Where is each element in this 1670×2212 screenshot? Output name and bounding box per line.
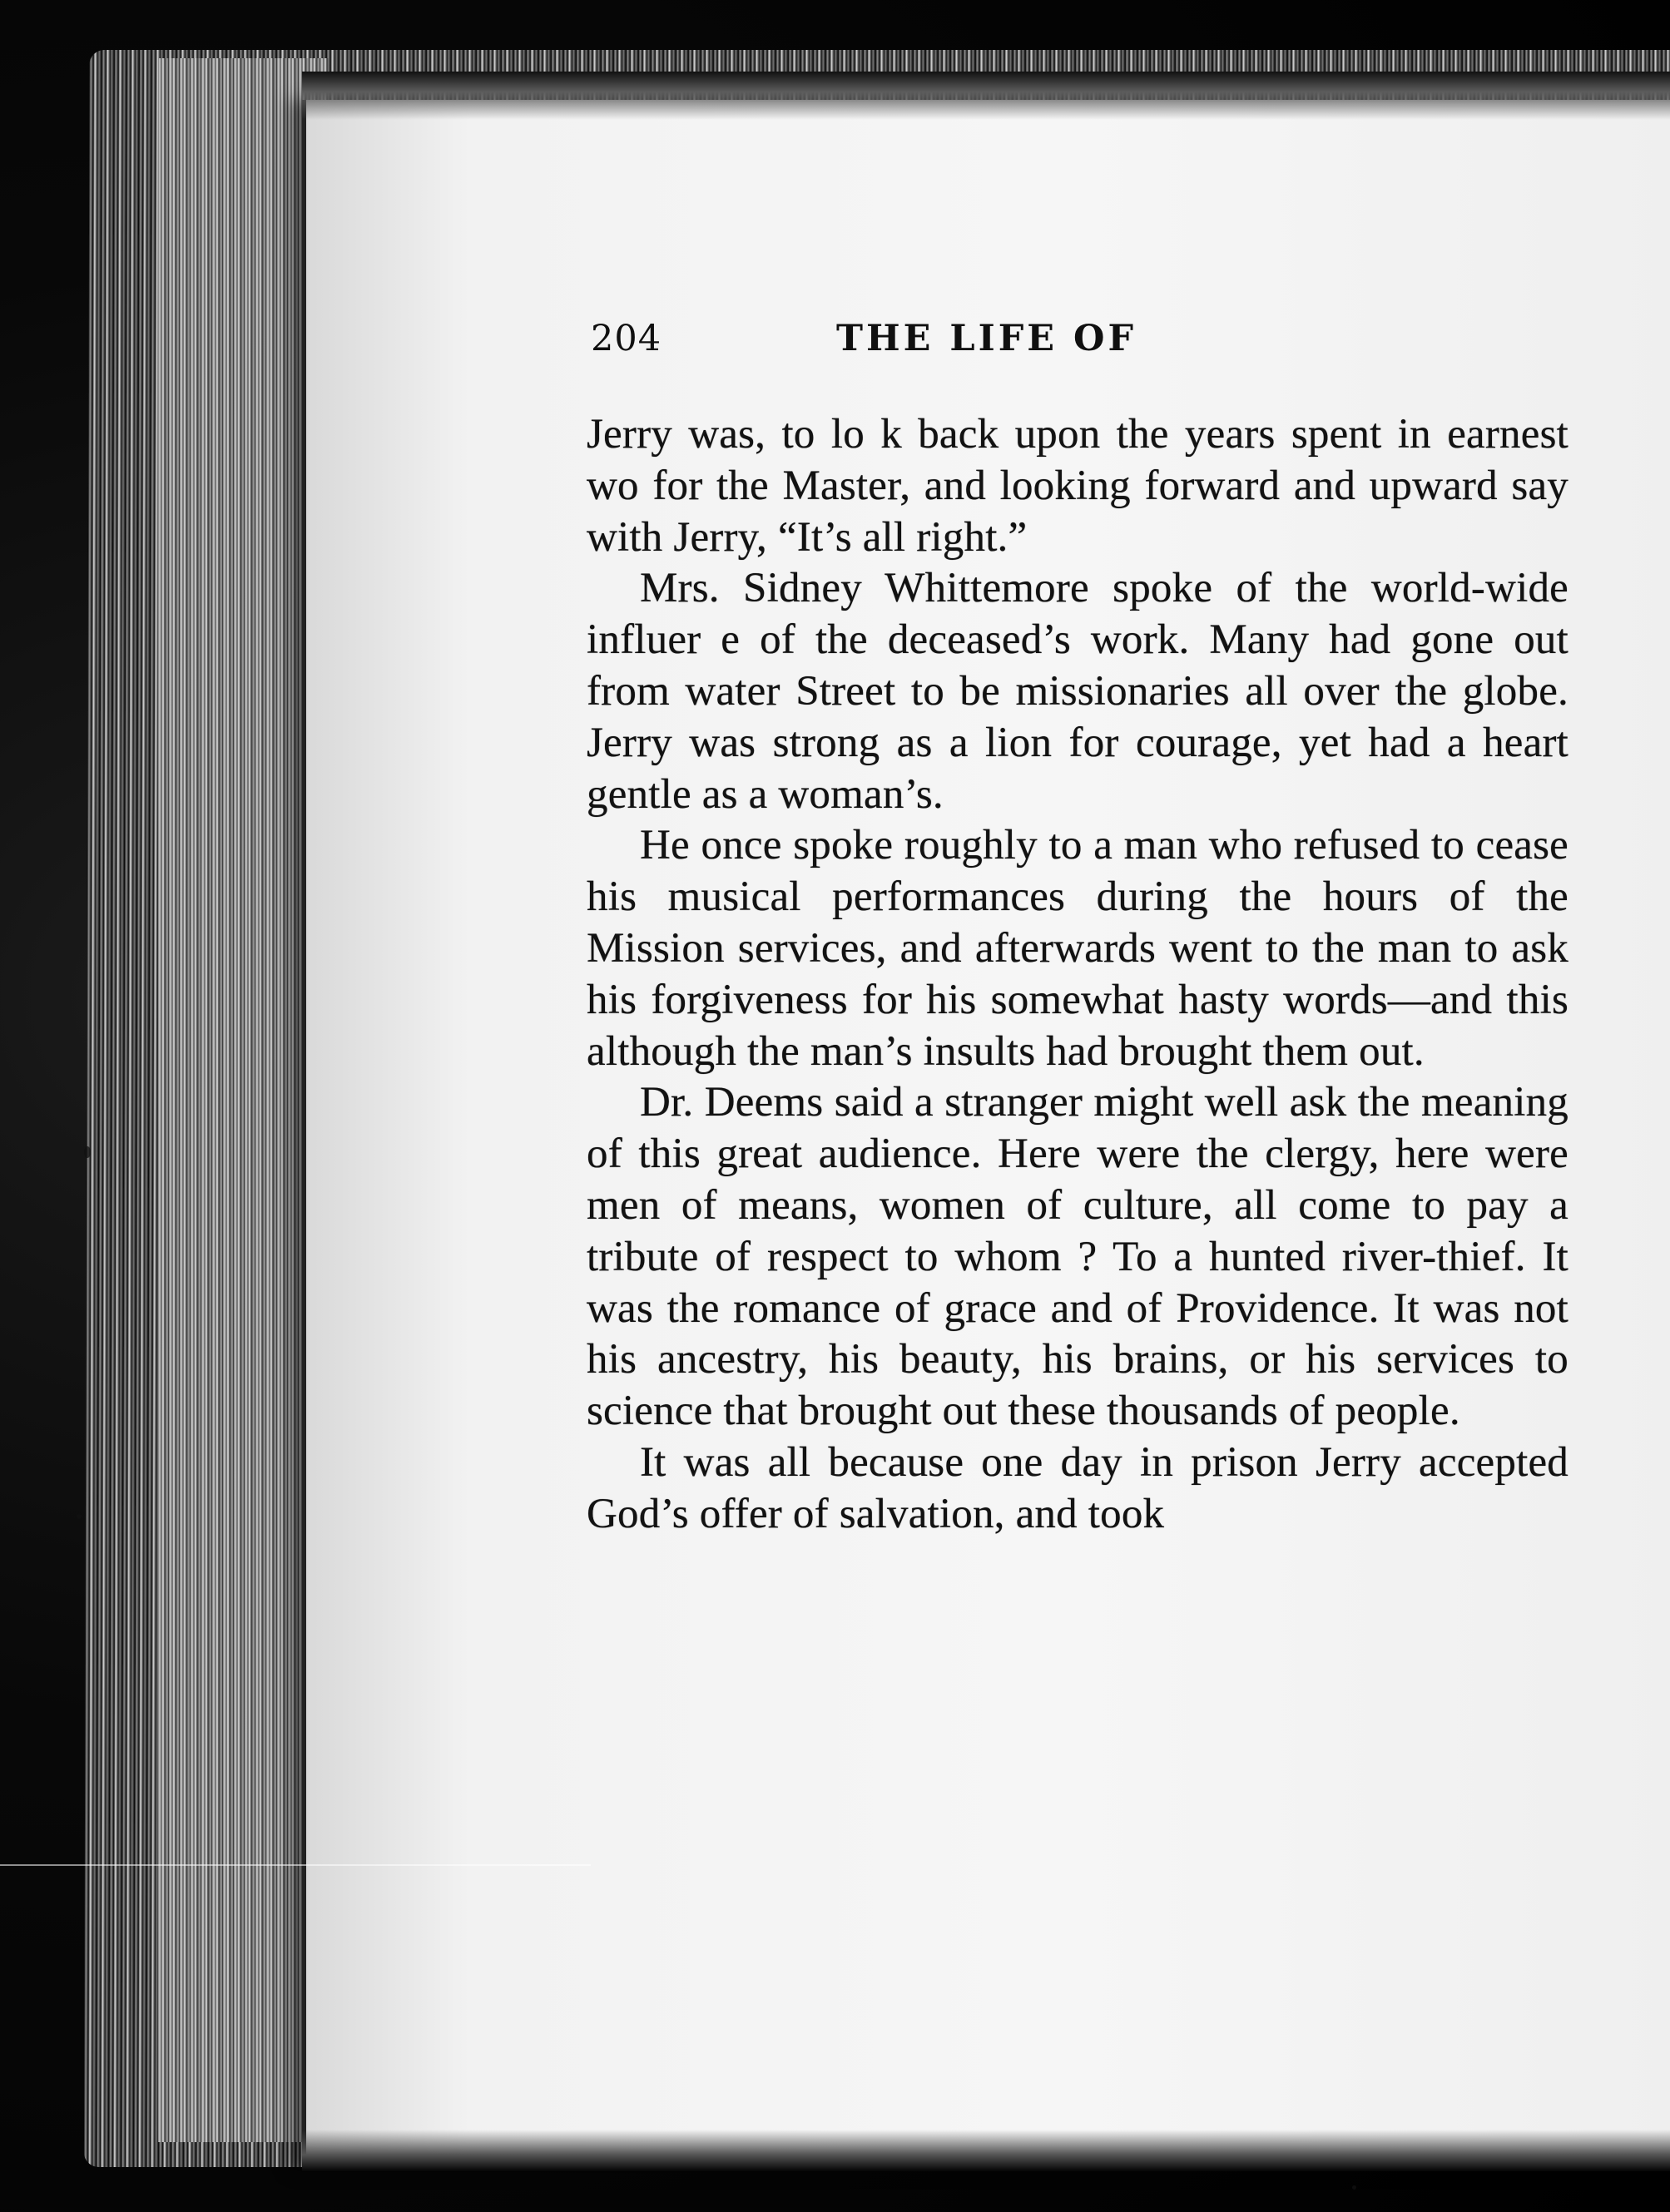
- book-text-block: [587, 409, 1568, 1541]
- page-bottom-shadow: [302, 2130, 1670, 2171]
- paragraph-5: It was all because one day in prison Jerry accepted God’s offer of salvation, and took: [587, 1438, 1568, 1537]
- paragraph-4: Dr. Deems said a stranger might well ask the meaning of this great audience. Here were the clergy, here were men of means, women of culture, all come to pay a tribute of respect to whom ? To a hunted river-thief. It was the romance of grace and of Providence. It was not his ancestry, his beauty, his brains, or his services to science that brought out these thousands of people.: [587, 1079, 1568, 1435]
- paragraph-3: He once spoke roughly to a man who refused to cease his musical performances during the hours of the Mission services, and afterwards went to the man to ask his forgiveness for his somewhat hasty words—and this although the man’s insults had brought them out.: [587, 822, 1568, 1075]
- ink-speck: [1352, 2185, 1356, 2190]
- page-number: 204: [591, 318, 662, 359]
- ink-speck: [84, 1146, 91, 1158]
- scan-artifact-line: [0, 1864, 591, 1866]
- running-header: [591, 318, 1573, 368]
- paragraph-1: Jerry was, to lo k back upon the years spent in earnest wo for the Master, and looking forward and upward say with Jerry, “It’s all right.”: [587, 411, 1568, 561]
- paragraph-2: Mrs. Sidney Whittemore spoke of the world-wide influer e of the deceased’s work. Many had gone out from water Street to be missionaries all over the globe. Jerry was strong as a lion for courage, yet had a heart gentle as a woman’s.: [587, 565, 1568, 818]
- page-top-shadow: [302, 72, 1670, 120]
- header-title: THE LIFE OF: [836, 318, 1137, 359]
- ink-speck: [77, 1514, 82, 1519]
